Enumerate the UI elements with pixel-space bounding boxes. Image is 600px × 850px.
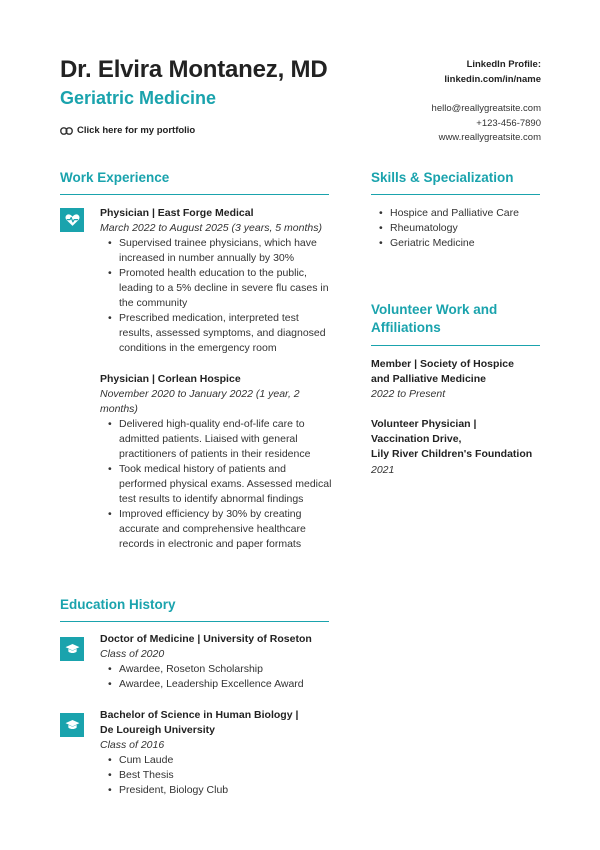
work-divider — [60, 194, 329, 195]
volunteer-title-line: Affiliations — [371, 320, 441, 335]
job-dates: November 2020 to January 2022 (1 year, 2 months) — [100, 388, 300, 415]
degree-title-line: De Loureigh University — [100, 724, 215, 736]
volunteer-role-line: Lily River Children's Foundation — [371, 448, 533, 461]
degree-bullets — [100, 662, 340, 692]
education-divider — [60, 621, 329, 622]
heart-pulse-icon — [60, 208, 84, 232]
volunteer-role-line: Member | Society of Hospice — [371, 358, 514, 370]
volunteer-role-line: and Palliative Medicine — [371, 373, 486, 386]
linkedin-label: LinkedIn Profile: — [466, 59, 541, 70]
job-title: Physician | East Forge Medical — [100, 207, 254, 219]
list-item: • Delivered high-quality end-of-life care to admitted patients. Liaised with general practitioners of patients in their residence — [119, 417, 332, 462]
email[interactable]: hello@reallygreatsite.com — [431, 103, 541, 114]
job-dates: March 2022 to August 2025 (3 years, 5 months) — [100, 222, 322, 234]
skill-item: • Hospice and Palliative Care — [390, 206, 541, 221]
job-entry — [100, 372, 332, 552]
job-bullets — [100, 417, 332, 552]
volunteer-title-line: Volunteer Work and — [371, 302, 498, 317]
degree-dates: Class of 2020 — [100, 648, 165, 660]
volunteer-role-line: Vaccination Drive, — [371, 433, 462, 446]
job-bullets — [100, 236, 332, 356]
skill-item: • Geriatric Medicine — [390, 236, 541, 251]
list-item: • Improved efficiency by 30% by creating accurate and comprehensive healthcare records in electronic and paper formats — [119, 507, 332, 552]
volunteer-role-line: Volunteer Physician | — [371, 418, 477, 430]
portfolio-link[interactable] — [60, 125, 195, 136]
phone: +123-456-7890 — [476, 117, 541, 129]
list-item: • Supervised trainee physicians, which have increased in number annually by 30% — [119, 236, 332, 266]
degree-title-line: Bachelor of Science in Human Biology | — [100, 709, 299, 721]
volunteer-entry — [371, 357, 551, 402]
education-entry — [100, 632, 340, 692]
list-item: • Best Thesis — [119, 768, 340, 783]
graduation-cap-icon — [60, 637, 84, 661]
list-item: • Cum Laude — [119, 753, 340, 768]
resume-name: Dr. Elvira Montanez, MD — [60, 56, 328, 83]
education-entry — [100, 708, 340, 798]
volunteer-section-title — [371, 301, 497, 337]
portfolio-link-label[interactable]: Click here for my portfolio — [77, 125, 196, 136]
list-item: • Awardee, Roseton Scholarship — [119, 662, 340, 677]
graduation-cap-icon — [60, 713, 84, 737]
work-section-title: Work Experience — [60, 170, 170, 185]
skills-divider — [371, 194, 540, 195]
volunteer-dates: 2021 — [371, 463, 395, 476]
job-title: Physician | Corlean Hospice — [100, 373, 241, 385]
skill-item: • Rheumatology — [390, 221, 541, 236]
list-item: • Promoted health education to the public, leading to a 5% decline in severe flu cases in the community — [119, 266, 332, 311]
list-item: • Awardee, Leadership Excellence Award — [119, 677, 340, 692]
volunteer-divider — [371, 345, 540, 346]
list-item: • Took medical history of patients and performed physical exams. Assessed medical test results to identify abnormal findings — [119, 462, 332, 507]
specialty-title: Geriatric Medicine — [60, 88, 217, 108]
linkedin-block — [444, 58, 541, 87]
degree-dates: Class of 2016 — [100, 739, 165, 751]
degree-bullets — [100, 753, 340, 798]
degree-title: Doctor of Medicine | University of Roseton — [100, 633, 312, 645]
list-item: • Prescribed medication, interpreted test results, assessed symptoms, and diagnosed conditions in the emergency room — [119, 311, 332, 356]
volunteer-dates: 2022 to Present — [371, 388, 446, 401]
skills-section-title: Skills & Specialization — [371, 170, 514, 185]
linkedin-url[interactable]: linkedin.com/in/name — [444, 73, 541, 85]
link-icon — [60, 127, 73, 135]
contact-block — [432, 102, 541, 146]
website[interactable]: www.reallygreatsite.com — [438, 132, 541, 143]
volunteer-entry — [371, 417, 556, 478]
skills-list — [371, 206, 541, 251]
job-entry — [100, 206, 332, 356]
education-section-title: Education History — [60, 597, 176, 612]
list-item: • President, Biology Club — [119, 783, 340, 798]
